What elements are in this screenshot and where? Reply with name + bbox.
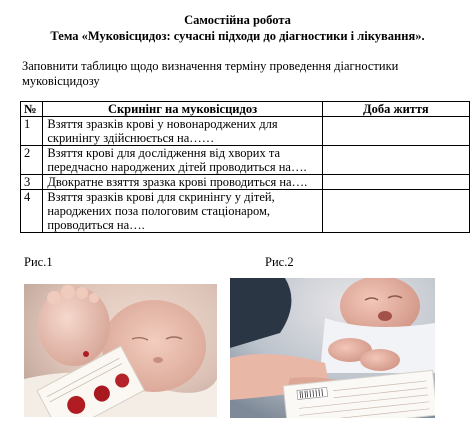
instruction-text: Заповнити таблицю щодо визначення терміну проведення діагностики муковісцидозу [22, 59, 399, 88]
row-answer-cell[interactable] [322, 190, 469, 233]
table-row [21, 117, 470, 146]
row-question: Взяття зразків крові для скринінгу у дітей, народжених поза пологовим стаціонаром, проводиться на…. [43, 190, 322, 233]
row-question: Взяття зразків крові у новонароджених для скринінгу здійснюється на…… [43, 117, 322, 146]
table-row [21, 146, 470, 175]
title-line-1: Самостійна робота [184, 13, 291, 27]
row-number: 4 [21, 190, 43, 233]
document-title [0, 12, 475, 44]
figure-1-photo [24, 284, 217, 417]
header-screening: Скринінг на муковісцидоз [43, 102, 322, 117]
figure-2-label: Рис.2 [265, 255, 294, 269]
row-answer-cell[interactable] [322, 146, 469, 175]
figure-2-photo [230, 278, 435, 418]
table-row [21, 190, 470, 233]
screening-table [20, 101, 470, 233]
row-answer-cell[interactable] [322, 175, 469, 190]
row-number: 2 [21, 146, 43, 175]
row-number: 1 [21, 117, 43, 146]
table-row [21, 175, 470, 190]
table-header-row [21, 102, 470, 117]
row-number: 3 [21, 175, 43, 190]
row-question: Двократне взяття зразка крові проводиться на…. [43, 175, 322, 190]
title-line-2: Тема «Муковісцидоз: сучасні підходи до діагностики і лікування». [50, 29, 425, 43]
row-question: Взяття крові для дослідження від хворих та передчасно народжених дітей проводиться на…. [43, 146, 322, 175]
header-number: № [21, 102, 43, 117]
figure-1-label: Рис.1 [24, 255, 53, 269]
header-day-of-life: Доба життя [322, 102, 469, 117]
row-answer-cell[interactable] [322, 117, 469, 146]
